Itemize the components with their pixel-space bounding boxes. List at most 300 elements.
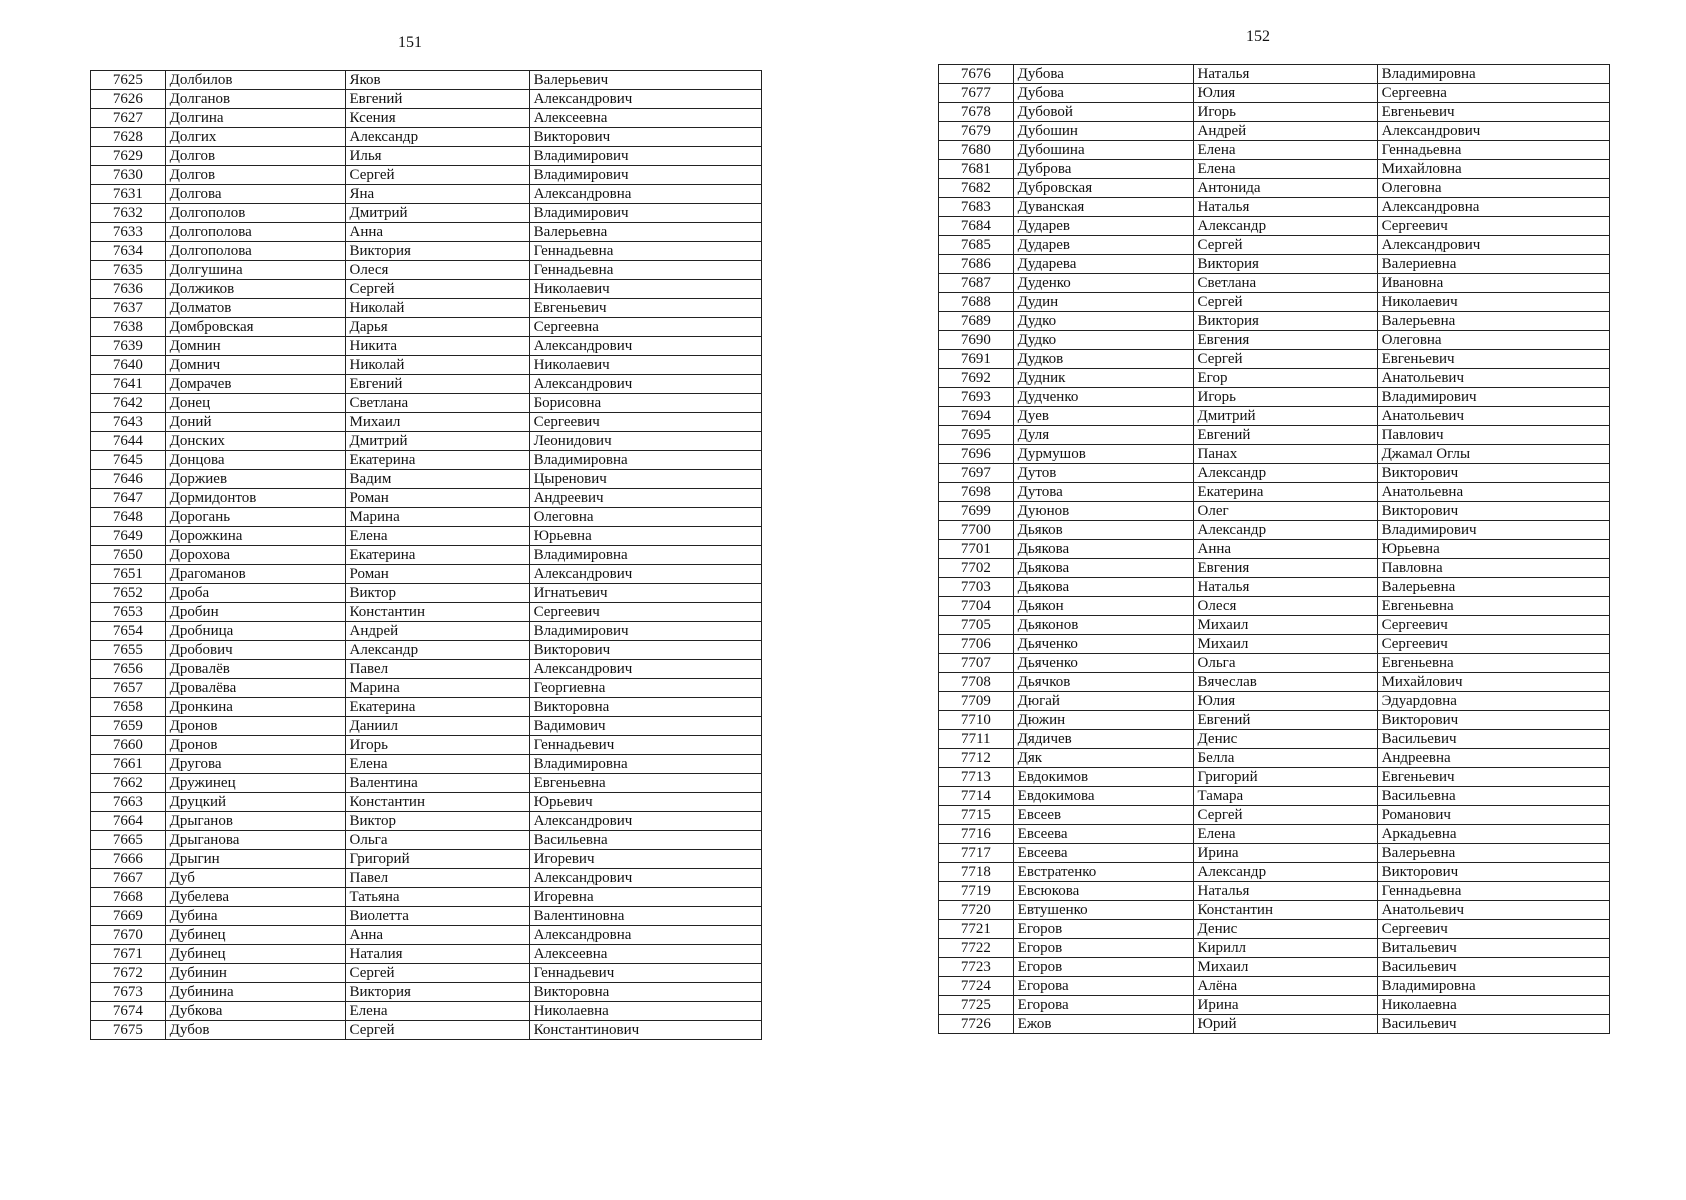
surname-cell: Дрыганова [165, 831, 345, 850]
row-number: 7700 [939, 521, 1014, 540]
row-number: 7670 [91, 926, 166, 945]
row-number: 7685 [939, 236, 1014, 255]
row-number: 7653 [91, 603, 166, 622]
patronymic-cell: Сергеевич [1377, 920, 1609, 939]
row-number: 7708 [939, 673, 1014, 692]
patronymic-cell: Александрович [529, 90, 761, 109]
table-row [91, 394, 762, 413]
patronymic-cell: Александрович [1377, 122, 1609, 141]
surname-cell: Дубинин [165, 964, 345, 983]
surname-cell: Доржиев [165, 470, 345, 489]
first-name-cell: Елена [1193, 160, 1377, 179]
first-name-cell: Юлия [1193, 84, 1377, 103]
first-name-cell: Евгений [1193, 711, 1377, 730]
table-row [939, 122, 1610, 141]
first-name-cell: Татьяна [345, 888, 529, 907]
first-name-cell: Наталья [1193, 198, 1377, 217]
patronymic-cell: Анатольевич [1377, 901, 1609, 920]
first-name-cell: Михаил [1193, 958, 1377, 977]
table-row [91, 451, 762, 470]
page-number: 152 [1246, 28, 1270, 45]
patronymic-cell: Сергеевич [1377, 217, 1609, 236]
patronymic-cell: Юрьевич [529, 793, 761, 812]
patronymic-cell: Евгеньевна [1377, 597, 1609, 616]
surname-cell: Дуванская [1013, 198, 1193, 217]
patronymic-cell: Сергеевна [1377, 84, 1609, 103]
table-row [91, 679, 762, 698]
table-row [939, 426, 1610, 445]
row-number: 7663 [91, 793, 166, 812]
surname-cell: Драгоманов [165, 565, 345, 584]
table-row [91, 71, 762, 90]
first-name-cell: Елена [345, 527, 529, 546]
row-number: 7723 [939, 958, 1014, 977]
surname-cell: Дутов [1013, 464, 1193, 483]
first-name-cell: Константин [345, 603, 529, 622]
surname-cell: Дьяченко [1013, 654, 1193, 673]
row-number: 7721 [939, 920, 1014, 939]
row-number: 7722 [939, 939, 1014, 958]
table-row [939, 350, 1610, 369]
first-name-cell: Валентина [345, 774, 529, 793]
row-number: 7713 [939, 768, 1014, 787]
table-row [91, 1021, 762, 1040]
table-row [91, 242, 762, 261]
row-number: 7636 [91, 280, 166, 299]
table-row [91, 831, 762, 850]
patronymic-cell: Васильевич [1377, 958, 1609, 977]
first-name-cell: Игорь [1193, 388, 1377, 407]
surname-cell: Дядичев [1013, 730, 1193, 749]
first-name-cell: Алёна [1193, 977, 1377, 996]
patronymic-cell: Владимирович [1377, 388, 1609, 407]
table-row [939, 502, 1610, 521]
patronymic-cell: Александровна [529, 926, 761, 945]
first-name-cell: Екатерина [345, 451, 529, 470]
first-name-cell: Кирилл [1193, 939, 1377, 958]
patronymic-cell: Евгеньевич [1377, 768, 1609, 787]
row-number: 7709 [939, 692, 1014, 711]
table-row [939, 407, 1610, 426]
patronymic-cell: Александрович [529, 375, 761, 394]
surname-cell: Дубкова [165, 1002, 345, 1021]
surname-cell: Дробович [165, 641, 345, 660]
surname-cell: Дорохова [165, 546, 345, 565]
first-name-cell: Сергей [345, 166, 529, 185]
patronymic-cell: Анатольевич [1377, 407, 1609, 426]
first-name-cell: Евгений [345, 375, 529, 394]
patronymic-cell: Сергеевич [529, 413, 761, 432]
row-number: 7640 [91, 356, 166, 375]
table-row [91, 774, 762, 793]
patronymic-cell: Борисовна [529, 394, 761, 413]
patronymic-cell: Игоревич [529, 850, 761, 869]
row-number: 7638 [91, 318, 166, 337]
surname-cell: Дудко [1013, 312, 1193, 331]
row-number: 7671 [91, 945, 166, 964]
first-name-cell: Марина [345, 679, 529, 698]
surname-cell: Дорогань [165, 508, 345, 527]
first-name-cell: Сергей [1193, 350, 1377, 369]
first-name-cell: Виктория [1193, 255, 1377, 274]
table-row [939, 844, 1610, 863]
surname-cell: Дубошин [1013, 122, 1193, 141]
page-number: 151 [398, 34, 422, 51]
patronymic-cell: Сергеевич [529, 603, 761, 622]
row-number: 7658 [91, 698, 166, 717]
row-number: 7712 [939, 749, 1014, 768]
row-number: 7687 [939, 274, 1014, 293]
surname-cell: Долбилов [165, 71, 345, 90]
table-row [939, 179, 1610, 198]
first-name-cell: Наталья [1193, 65, 1377, 84]
row-number: 7635 [91, 261, 166, 280]
row-number: 7720 [939, 901, 1014, 920]
patronymic-cell: Андреевич [529, 489, 761, 508]
table-row [939, 521, 1610, 540]
table-row [91, 1002, 762, 1021]
row-number: 7703 [939, 578, 1014, 597]
patronymic-cell: Валерьевич [529, 71, 761, 90]
patronymic-cell: Александрович [529, 660, 761, 679]
first-name-cell: Юлия [1193, 692, 1377, 711]
first-name-cell: Анна [345, 223, 529, 242]
first-name-cell: Павел [345, 869, 529, 888]
first-name-cell: Светлана [1193, 274, 1377, 293]
table-row [939, 749, 1610, 768]
patronymic-cell: Николаевич [1377, 293, 1609, 312]
first-name-cell: Ольга [345, 831, 529, 850]
table-row [939, 141, 1610, 160]
row-number: 7704 [939, 597, 1014, 616]
patronymic-cell: Валерьевна [529, 223, 761, 242]
surname-cell: Долгов [165, 166, 345, 185]
first-name-cell: Дмитрий [345, 204, 529, 223]
row-number: 7680 [939, 141, 1014, 160]
first-name-cell: Олеся [345, 261, 529, 280]
first-name-cell: Яков [345, 71, 529, 90]
table-row [91, 945, 762, 964]
surname-cell: Дударева [1013, 255, 1193, 274]
patronymic-cell: Георгиевна [529, 679, 761, 698]
first-name-cell: Анна [1193, 540, 1377, 559]
surname-cell: Должиков [165, 280, 345, 299]
patronymic-cell: Джамал Оглы [1377, 445, 1609, 464]
first-name-cell: Евгения [1193, 559, 1377, 578]
first-name-cell: Александр [1193, 464, 1377, 483]
first-name-cell: Вадим [345, 470, 529, 489]
surname-cell: Евсюкова [1013, 882, 1193, 901]
row-number: 7632 [91, 204, 166, 223]
table-row [939, 65, 1610, 84]
first-name-cell: Евгений [1193, 426, 1377, 445]
surname-cell: Доний [165, 413, 345, 432]
patronymic-cell: Александрович [1377, 236, 1609, 255]
patronymic-cell: Владимирович [529, 622, 761, 641]
surname-cell: Дорожкина [165, 527, 345, 546]
surname-cell: Дюгай [1013, 692, 1193, 711]
table-row [91, 907, 762, 926]
surname-cell: Долгушина [165, 261, 345, 280]
first-name-cell: Константин [345, 793, 529, 812]
patronymic-cell: Анатольевич [1377, 369, 1609, 388]
patronymic-cell: Валентиновна [529, 907, 761, 926]
table-row [91, 432, 762, 451]
table-row [91, 546, 762, 565]
surname-cell: Дудков [1013, 350, 1193, 369]
first-name-cell: Андрей [345, 622, 529, 641]
patronymic-cell: Николаевна [1377, 996, 1609, 1015]
surname-cell: Дуденко [1013, 274, 1193, 293]
patronymic-cell: Сергеевна [529, 318, 761, 337]
row-number: 7724 [939, 977, 1014, 996]
first-name-cell: Александр [1193, 521, 1377, 540]
table-row [91, 470, 762, 489]
first-name-cell: Наталья [1193, 882, 1377, 901]
row-number: 7652 [91, 584, 166, 603]
row-number: 7662 [91, 774, 166, 793]
patronymic-cell: Викторович [529, 641, 761, 660]
surname-cell: Дюжин [1013, 711, 1193, 730]
row-number: 7664 [91, 812, 166, 831]
table-row [939, 768, 1610, 787]
first-name-cell: Белла [1193, 749, 1377, 768]
row-number: 7706 [939, 635, 1014, 654]
patronymic-cell: Владимировна [529, 546, 761, 565]
row-number: 7688 [939, 293, 1014, 312]
table-row [939, 806, 1610, 825]
first-name-cell: Олеся [1193, 597, 1377, 616]
surname-cell: Дьяков [1013, 521, 1193, 540]
table-row [91, 166, 762, 185]
patronymic-cell: Александровна [529, 185, 761, 204]
table-row [91, 413, 762, 432]
patronymic-cell: Михайловна [1377, 160, 1609, 179]
surname-cell: Евтушенко [1013, 901, 1193, 920]
row-number: 7643 [91, 413, 166, 432]
surname-cell: Долганов [165, 90, 345, 109]
surname-cell: Дружинец [165, 774, 345, 793]
table-row [91, 565, 762, 584]
row-number: 7644 [91, 432, 166, 451]
patronymic-cell: Романович [1377, 806, 1609, 825]
patronymic-cell: Сергеевич [1377, 635, 1609, 654]
first-name-cell: Анна [345, 926, 529, 945]
first-name-cell: Наталия [345, 945, 529, 964]
table-row [939, 369, 1610, 388]
patronymic-cell: Витальевич [1377, 939, 1609, 958]
table-row [91, 280, 762, 299]
surname-cell: Донец [165, 394, 345, 413]
patronymic-cell: Алексеевна [529, 109, 761, 128]
patronymic-cell: Владимировна [529, 755, 761, 774]
first-name-cell: Ксения [345, 109, 529, 128]
patronymic-cell: Константинович [529, 1021, 761, 1040]
patronymic-cell: Юрьевна [1377, 540, 1609, 559]
row-number: 7650 [91, 546, 166, 565]
first-name-cell: Виолетта [345, 907, 529, 926]
table-row [939, 673, 1610, 692]
table-row [91, 698, 762, 717]
first-name-cell: Ольга [1193, 654, 1377, 673]
table-row [939, 445, 1610, 464]
first-name-cell: Илья [345, 147, 529, 166]
surname-cell: Другова [165, 755, 345, 774]
patronymic-cell: Валерьевна [1377, 312, 1609, 331]
table-row [91, 109, 762, 128]
first-name-cell: Елена [345, 1002, 529, 1021]
surname-cell: Дроба [165, 584, 345, 603]
surname-cell: Дрыганов [165, 812, 345, 831]
patronymic-cell: Владимировна [1377, 977, 1609, 996]
row-number: 7717 [939, 844, 1014, 863]
patronymic-cell: Вадимович [529, 717, 761, 736]
first-name-cell: Сергей [345, 964, 529, 983]
patronymic-cell: Валериевна [1377, 255, 1609, 274]
patronymic-cell: Геннадьевна [1377, 141, 1609, 160]
row-number: 7682 [939, 179, 1014, 198]
row-number: 7629 [91, 147, 166, 166]
table-row [91, 869, 762, 888]
patronymic-cell: Геннадьевна [529, 261, 761, 280]
row-number: 7672 [91, 964, 166, 983]
first-name-cell: Даниил [345, 717, 529, 736]
table-row [91, 375, 762, 394]
table-row [91, 356, 762, 375]
first-name-cell: Николай [345, 299, 529, 318]
first-name-cell: Елена [1193, 141, 1377, 160]
surname-cell: Дровалёва [165, 679, 345, 698]
surname-cell: Евсеев [1013, 806, 1193, 825]
table-row [91, 964, 762, 983]
first-name-cell: Екатерина [345, 546, 529, 565]
surname-cell: Евдокимов [1013, 768, 1193, 787]
surname-cell: Дормидонтов [165, 489, 345, 508]
table-row [91, 261, 762, 280]
table-row [91, 527, 762, 546]
row-number: 7628 [91, 128, 166, 147]
surname-cell: Дяк [1013, 749, 1193, 768]
first-name-cell: Виктория [345, 983, 529, 1002]
row-number: 7686 [939, 255, 1014, 274]
patronymic-cell: Евгеньевич [1377, 350, 1609, 369]
row-number: 7711 [939, 730, 1014, 749]
row-number: 7626 [91, 90, 166, 109]
row-number: 7701 [939, 540, 1014, 559]
patronymic-cell: Викторовна [529, 983, 761, 1002]
patronymic-cell: Александрович [529, 565, 761, 584]
row-number: 7627 [91, 109, 166, 128]
surname-cell: Егоров [1013, 939, 1193, 958]
first-name-cell: Александр [1193, 217, 1377, 236]
row-number: 7641 [91, 375, 166, 394]
patronymic-cell: Викторович [1377, 464, 1609, 483]
table-row [91, 850, 762, 869]
patronymic-cell: Викторович [1377, 863, 1609, 882]
patronymic-cell: Валерьевна [1377, 578, 1609, 597]
table-row [939, 711, 1610, 730]
patronymic-cell: Сергеевич [1377, 616, 1609, 635]
first-name-cell: Сергей [1193, 806, 1377, 825]
table-row [91, 90, 762, 109]
table-row [91, 622, 762, 641]
table-row [91, 755, 762, 774]
patronymic-cell: Геннадьевна [1377, 882, 1609, 901]
table-row [91, 660, 762, 679]
first-name-cell: Михаил [1193, 635, 1377, 654]
row-number: 7684 [939, 217, 1014, 236]
first-name-cell: Павел [345, 660, 529, 679]
surname-cell: Ежов [1013, 1015, 1193, 1034]
surname-cell: Дьякова [1013, 559, 1193, 578]
surname-cell: Дубов [165, 1021, 345, 1040]
row-number: 7716 [939, 825, 1014, 844]
table-row [939, 483, 1610, 502]
patronymic-cell: Алексеевна [529, 945, 761, 964]
first-name-cell: Екатерина [1193, 483, 1377, 502]
patronymic-cell: Андреевна [1377, 749, 1609, 768]
surname-cell: Дубовой [1013, 103, 1193, 122]
row-number: 7654 [91, 622, 166, 641]
patronymic-cell: Геннадьевич [529, 964, 761, 983]
table-row [939, 217, 1610, 236]
table-row [91, 926, 762, 945]
patronymic-cell: Николаевич [529, 280, 761, 299]
row-number: 7690 [939, 331, 1014, 350]
first-name-cell: Григорий [1193, 768, 1377, 787]
patronymic-cell: Васильевич [1377, 1015, 1609, 1034]
surname-cell: Дутова [1013, 483, 1193, 502]
row-number: 7699 [939, 502, 1014, 521]
table-row [939, 977, 1610, 996]
first-name-cell: Михаил [345, 413, 529, 432]
first-name-cell: Никита [345, 337, 529, 356]
surname-cell: Дьяченко [1013, 635, 1193, 654]
table-row [939, 635, 1610, 654]
patronymic-cell: Николаевна [529, 1002, 761, 1021]
table-row [939, 84, 1610, 103]
row-number: 7694 [939, 407, 1014, 426]
first-name-cell: Дмитрий [345, 432, 529, 451]
surname-cell: Дьякова [1013, 578, 1193, 597]
patronymic-cell: Анатольевна [1377, 483, 1609, 502]
surname-cell: Дудченко [1013, 388, 1193, 407]
row-number: 7693 [939, 388, 1014, 407]
first-name-cell: Денис [1193, 920, 1377, 939]
surname-cell: Долгополов [165, 204, 345, 223]
patronymic-cell: Игоревна [529, 888, 761, 907]
patronymic-cell: Игнатьевич [529, 584, 761, 603]
first-name-cell: Сергей [1193, 236, 1377, 255]
surname-cell: Дубинец [165, 945, 345, 964]
row-number: 7646 [91, 470, 166, 489]
surname-cell: Домнич [165, 356, 345, 375]
surname-cell: Дударев [1013, 217, 1193, 236]
table-row [91, 584, 762, 603]
surname-cell: Дудник [1013, 369, 1193, 388]
surname-cell: Дуброва [1013, 160, 1193, 179]
surname-cell: Дубинец [165, 926, 345, 945]
table-row [939, 939, 1610, 958]
table-row [91, 983, 762, 1002]
patronymic-cell: Александрович [529, 869, 761, 888]
first-name-cell: Ирина [1193, 844, 1377, 863]
surname-cell: Дубина [165, 907, 345, 926]
table-row [939, 958, 1610, 977]
table-row [939, 160, 1610, 179]
row-number: 7697 [939, 464, 1014, 483]
patronymic-cell: Александровна [1377, 198, 1609, 217]
